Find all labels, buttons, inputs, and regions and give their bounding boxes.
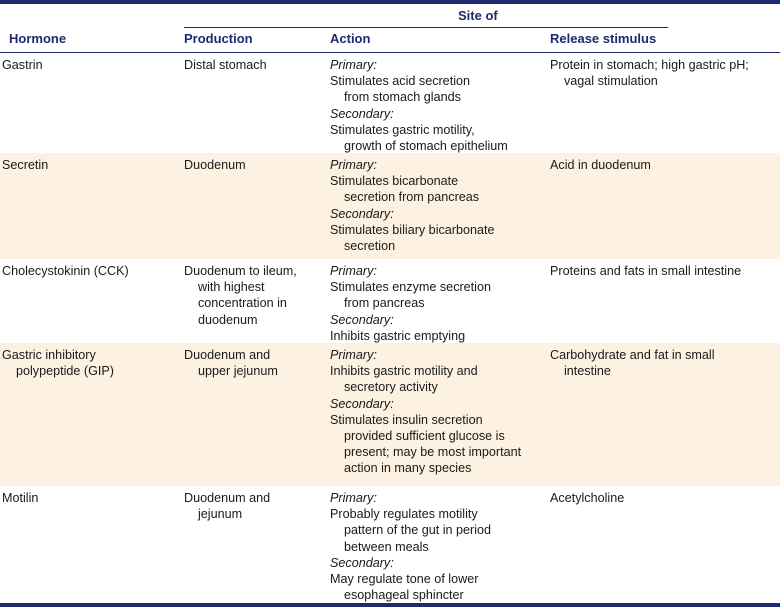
cell-release-stimulus: Carbohydrate and fat in small intestine <box>550 348 715 379</box>
cell-hormone: Gastrin <box>2 58 43 72</box>
col-header-release-stimulus: Release stimulus <box>550 31 657 46</box>
primary-label: Primary: <box>330 158 377 172</box>
cell-release-stimulus: Acid in duodenum <box>550 158 651 172</box>
secondary-label: Secondary: <box>330 206 394 221</box>
cell-hormone: Secretin <box>2 158 49 172</box>
table-header <box>0 4 780 54</box>
cell-action: Primary: Stimulates bicarbonate secretion from pancreas Secondary: Stimulates biliary bicarbonate secretion <box>330 157 545 254</box>
cell-production: Distal stomach <box>184 58 267 72</box>
cell-hormone: Motilin <box>2 491 39 505</box>
table-row <box>0 153 780 259</box>
table-row <box>0 53 780 153</box>
cell-release-stimulus: Protein in stomach; high gastric pH; vagal stimulation <box>550 58 749 89</box>
cell-action: Primary: Stimulates acid secretion from stomach glands Secondary: Stimulates gastric motility, growth of stomach epithelium <box>330 57 545 154</box>
primary-label: Primary: <box>330 58 377 72</box>
col-header-hormone: Hormone <box>9 31 67 46</box>
cell-hormone: Cholecystokinin (CCK) <box>2 264 129 278</box>
table-row <box>0 343 780 486</box>
cell-action: Primary: Inhibits gastric motility and secretory activity Secondary: Stimulates insulin secretion provided sufficient glucose is present; may be most important action in many species <box>330 347 545 477</box>
site-of-rule <box>184 27 668 28</box>
col-header-production: Production <box>184 31 253 46</box>
cell-release-stimulus: Acetylcholine <box>550 491 625 505</box>
primary-label: Primary: <box>330 491 377 505</box>
cell-production: Duodenum to ileum, with highest concentration in duodenum <box>184 264 297 327</box>
primary-label: Primary: <box>330 348 377 362</box>
secondary-label: Secondary: <box>330 555 394 570</box>
secondary-label: Secondary: <box>330 396 394 411</box>
col-header-action: Action <box>330 31 371 46</box>
cell-production: Duodenum and jejunum <box>184 491 271 522</box>
primary-label: Primary: <box>330 264 377 278</box>
table-row <box>0 259 780 343</box>
cell-production: Duodenum and upper jejunum <box>184 348 278 379</box>
site-of-group-label: Site of <box>458 8 498 23</box>
table-bottom-rule <box>0 603 780 607</box>
table-row <box>0 486 780 603</box>
cell-action: Primary: Probably regulates motility pattern of the gut in period between meals Secondary: May regulate tone of lower esophageal sphincter <box>330 490 545 603</box>
cell-action: Primary: Stimulates enzyme secretion from pancreas Secondary: Inhibits gastric emptying <box>330 263 545 344</box>
secondary-label: Secondary: <box>330 106 394 121</box>
cell-release-stimulus: Proteins and fats in small intestine <box>550 264 742 278</box>
cell-production: Duodenum <box>184 158 246 172</box>
secondary-label: Secondary: <box>330 312 394 327</box>
cell-hormone: Gastric inhibitory polypeptide (GIP) <box>2 348 115 379</box>
